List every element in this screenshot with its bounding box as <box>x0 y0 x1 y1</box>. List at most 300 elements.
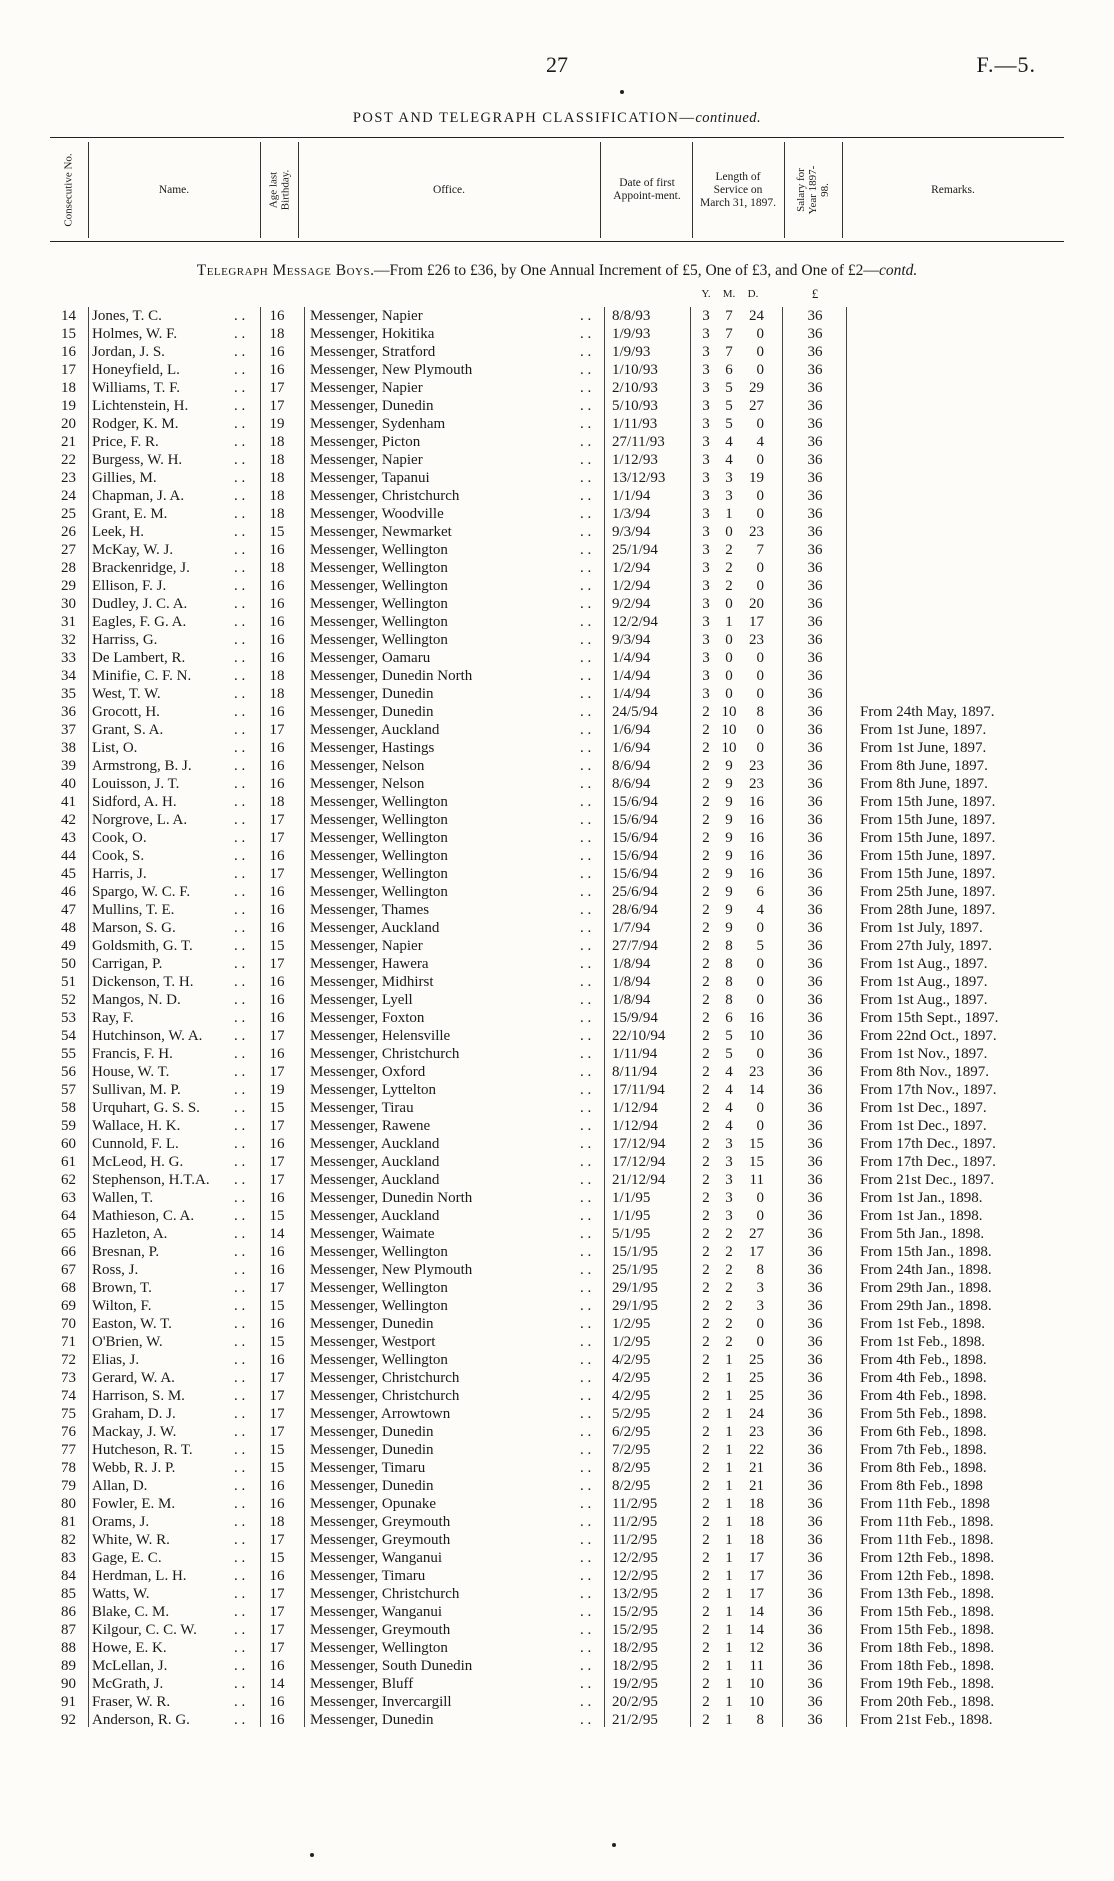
row-years: 2 <box>702 1082 710 1098</box>
row-salary: 36 <box>807 1406 823 1422</box>
row-days: 0 <box>756 974 764 990</box>
row-years: 2 <box>702 1352 710 1368</box>
row-office: Messenger, Timaru <box>310 1460 426 1476</box>
leader-dots: . . <box>580 1460 592 1476</box>
row-number: 65 <box>61 1226 76 1242</box>
leader-dots: . . <box>234 398 246 414</box>
table-row <box>0 721 1114 739</box>
row-days: 25 <box>749 1352 764 1368</box>
row-salary: 36 <box>807 1658 823 1674</box>
leader-dots: . . <box>580 1010 592 1026</box>
row-days: 21 <box>749 1478 764 1494</box>
row-office: Messenger, Greymouth <box>310 1514 451 1530</box>
row-months: 9 <box>725 884 733 900</box>
table-row <box>0 1531 1114 1549</box>
leader-dots: . . <box>580 992 592 1008</box>
row-office: Messenger, Wanganui <box>310 1604 443 1620</box>
row-salary: 36 <box>807 470 823 486</box>
row-office: Messenger, Wellington <box>310 1640 448 1656</box>
row-years: 2 <box>702 1478 710 1494</box>
row-age: 17 <box>269 722 285 738</box>
row-days: 17 <box>749 1550 764 1566</box>
row-salary: 36 <box>807 452 823 468</box>
row-years: 3 <box>702 596 710 612</box>
row-months: 9 <box>725 794 733 810</box>
row-months: 2 <box>725 1262 733 1278</box>
row-office: Messenger, Tirau <box>310 1100 414 1116</box>
row-number: 14 <box>61 308 76 324</box>
row-salary: 36 <box>807 1388 823 1404</box>
row-name: Elias, J. <box>92 1352 140 1368</box>
row-number: 19 <box>61 398 76 414</box>
row-date: 20/2/95 <box>612 1694 658 1710</box>
row-age: 16 <box>269 1712 285 1728</box>
row-remarks: From 1st June, 1897. <box>860 722 987 738</box>
row-name: Goldsmith, G. T. <box>92 938 193 954</box>
row-date: 1/1/94 <box>612 488 651 504</box>
table-row <box>0 883 1114 901</box>
row-age: 15 <box>269 1100 285 1116</box>
row-age: 16 <box>269 542 285 558</box>
row-remarks: From 5th Feb., 1898. <box>860 1406 987 1422</box>
leader-dots: . . <box>234 1694 246 1710</box>
row-days: 0 <box>756 506 764 522</box>
row-months: 1 <box>725 1532 733 1548</box>
leader-dots: . . <box>234 614 246 630</box>
leader-dots: . . <box>234 542 246 558</box>
row-name: Wallace, H. K. <box>92 1118 181 1134</box>
row-age: 17 <box>269 380 285 396</box>
row-office: Messenger, Dunedin <box>310 1712 434 1728</box>
leader-dots: . . <box>234 1640 246 1656</box>
row-months: 4 <box>725 1082 733 1098</box>
row-office: Messenger, Christchurch <box>310 1388 460 1404</box>
row-date: 17/12/94 <box>612 1154 666 1170</box>
leader-dots: . . <box>580 380 592 396</box>
row-number: 37 <box>61 722 76 738</box>
row-name: Gerard, W. A. <box>92 1370 175 1386</box>
row-number: 88 <box>61 1640 76 1656</box>
row-salary: 36 <box>807 1316 823 1332</box>
table-row <box>0 523 1114 541</box>
unit-pound: £ <box>811 286 819 301</box>
row-days: 8 <box>756 704 764 720</box>
leader-dots: . . <box>580 1586 592 1602</box>
row-number: 80 <box>61 1496 76 1512</box>
row-years: 3 <box>702 416 710 432</box>
row-days: 15 <box>749 1154 764 1170</box>
row-date: 8/6/94 <box>612 776 651 792</box>
leader-dots: . . <box>234 1676 246 1692</box>
row-date: 8/2/95 <box>612 1478 651 1494</box>
row-months: 3 <box>725 488 733 504</box>
row-days: 10 <box>749 1676 764 1692</box>
row-remarks: From 15th Jan., 1898. <box>860 1244 992 1260</box>
row-remarks: From 15th June, 1897. <box>860 848 996 864</box>
leader-dots: . . <box>580 1046 592 1062</box>
row-name: McLellan, J. <box>92 1658 168 1674</box>
print-speck <box>310 1853 314 1857</box>
col-header-remarks: Remarks. <box>931 183 975 196</box>
leader-dots: . . <box>580 632 592 648</box>
row-salary: 36 <box>807 830 823 846</box>
row-years: 2 <box>702 1694 710 1710</box>
row-date: 15/6/94 <box>612 794 658 810</box>
row-name: Hazleton, A. <box>92 1226 168 1242</box>
row-years: 3 <box>702 326 710 342</box>
row-date: 1/7/94 <box>612 920 651 936</box>
leader-dots: . . <box>234 1460 246 1476</box>
row-age: 18 <box>269 668 285 684</box>
col-header-salary <box>784 142 842 238</box>
row-salary: 36 <box>807 1082 823 1098</box>
leader-dots: . . <box>580 1604 592 1620</box>
row-name: McLeod, H. G. <box>92 1154 184 1170</box>
row-remarks: From 1st Jan., 1898. <box>860 1208 983 1224</box>
col-header-office: Office. <box>432 183 466 196</box>
leader-dots: . . <box>580 560 592 576</box>
leader-dots: . . <box>580 1118 592 1134</box>
row-name: Fowler, E. M. <box>92 1496 176 1512</box>
table-row <box>0 361 1114 379</box>
row-months: 9 <box>725 776 733 792</box>
leader-dots: . . <box>234 1622 246 1638</box>
leader-dots: . . <box>234 1226 246 1242</box>
row-date: 17/12/94 <box>612 1136 666 1152</box>
row-age: 16 <box>269 740 285 756</box>
table-row <box>0 775 1114 793</box>
row-age: 17 <box>269 1388 285 1404</box>
leader-dots: . . <box>580 758 592 774</box>
row-months: 4 <box>725 434 733 450</box>
row-years: 2 <box>702 1064 710 1080</box>
row-office: Messenger, Dunedin <box>310 1478 434 1494</box>
leader-dots: . . <box>234 920 246 936</box>
row-date: 1/6/94 <box>612 740 651 756</box>
row-days: 0 <box>756 1118 764 1134</box>
row-years: 2 <box>702 776 710 792</box>
row-months: 3 <box>725 470 733 486</box>
row-age: 17 <box>269 1280 285 1296</box>
row-years: 3 <box>702 398 710 414</box>
leader-dots: . . <box>234 992 246 1008</box>
row-age: 16 <box>269 902 285 918</box>
row-salary: 36 <box>807 902 823 918</box>
table-row <box>0 1621 1114 1639</box>
row-remarks: From 24th Jan., 1898. <box>860 1262 992 1278</box>
leader-dots: . . <box>580 326 592 342</box>
leader-dots: . . <box>234 1514 246 1530</box>
row-office: Messenger, Wellington <box>310 596 448 612</box>
row-name: Grant, E. M. <box>92 506 168 522</box>
row-months: 1 <box>725 1406 733 1422</box>
row-salary: 36 <box>807 1298 823 1314</box>
row-name: Fraser, W. R. <box>92 1694 171 1710</box>
row-remarks: From 1st Feb., 1898. <box>860 1334 986 1350</box>
leader-dots: . . <box>580 902 592 918</box>
row-age: 16 <box>269 1478 285 1494</box>
row-days: 18 <box>749 1496 764 1512</box>
row-years: 3 <box>702 470 710 486</box>
row-age: 15 <box>269 1460 285 1476</box>
row-name: Carrigan, P. <box>92 956 163 972</box>
table-row <box>0 1045 1114 1063</box>
row-office: Messenger, Napier <box>310 308 423 324</box>
row-days: 25 <box>749 1370 764 1386</box>
row-days: 0 <box>756 956 764 972</box>
row-age: 16 <box>269 1190 285 1206</box>
leader-dots: . . <box>234 1496 246 1512</box>
table-row <box>0 1351 1114 1369</box>
row-salary: 36 <box>807 1568 823 1584</box>
row-number: 67 <box>61 1262 76 1278</box>
row-name: Anderson, R. G. <box>92 1712 190 1728</box>
leader-dots: . . <box>580 812 592 828</box>
row-office: Messenger, Lyttelton <box>310 1082 437 1098</box>
row-months: 1 <box>725 506 733 522</box>
row-name: Herdman, L. H. <box>92 1568 187 1584</box>
leader-dots: . . <box>234 1172 246 1188</box>
leader-dots: . . <box>234 1532 246 1548</box>
row-years: 3 <box>702 560 710 576</box>
row-salary: 36 <box>807 1280 823 1296</box>
row-days: 25 <box>749 1388 764 1404</box>
row-office: Messenger, Lyell <box>310 992 413 1008</box>
row-office: Messenger, Wanganui <box>310 1550 443 1566</box>
row-age: 16 <box>269 1136 285 1152</box>
leader-dots: . . <box>580 866 592 882</box>
row-name: De Lambert, R. <box>92 650 186 666</box>
row-years: 2 <box>702 1406 710 1422</box>
row-days: 16 <box>749 794 764 810</box>
row-salary: 36 <box>807 1478 823 1494</box>
row-date: 1/10/93 <box>612 362 658 378</box>
table-row <box>0 595 1114 613</box>
leader-dots: . . <box>580 1640 592 1656</box>
row-age: 19 <box>269 1082 285 1098</box>
table-row <box>0 1423 1114 1441</box>
leader-dots: . . <box>580 1244 592 1260</box>
row-months: 1 <box>725 1478 733 1494</box>
row-days: 0 <box>756 1316 764 1332</box>
row-days: 14 <box>749 1604 764 1620</box>
table-row <box>0 937 1114 955</box>
leader-dots: . . <box>234 974 246 990</box>
row-years: 2 <box>702 956 710 972</box>
row-years: 2 <box>702 1154 710 1170</box>
row-months: 5 <box>725 1028 733 1044</box>
leader-dots: . . <box>234 866 246 882</box>
row-age: 14 <box>269 1226 285 1242</box>
row-years: 2 <box>702 1604 710 1620</box>
leader-dots: . . <box>580 524 592 540</box>
table-row <box>0 1387 1114 1405</box>
row-age: 16 <box>269 650 285 666</box>
leader-dots: . . <box>234 758 246 774</box>
row-months: 9 <box>725 812 733 828</box>
row-years: 2 <box>702 1226 710 1242</box>
table-row <box>0 505 1114 523</box>
leader-dots: . . <box>234 1208 246 1224</box>
leader-dots: . . <box>234 776 246 792</box>
row-age: 19 <box>269 416 285 432</box>
row-date: 29/1/95 <box>612 1280 658 1296</box>
table-row <box>0 1333 1114 1351</box>
row-remarks: From 1st Nov., 1897. <box>860 1046 988 1062</box>
row-years: 2 <box>702 1316 710 1332</box>
row-remarks: From 11th Feb., 1898 <box>860 1496 990 1512</box>
row-months: 5 <box>725 380 733 396</box>
row-number: 76 <box>61 1424 76 1440</box>
row-number: 31 <box>61 614 76 630</box>
row-name: Dudley, J. C. A. <box>92 596 188 612</box>
page-title-main: POST AND TELEGRAPH CLASSIFICATION— <box>352 110 696 126</box>
row-months: 1 <box>725 614 733 630</box>
table-row <box>0 451 1114 469</box>
row-age: 17 <box>269 1154 285 1170</box>
row-days: 0 <box>756 1046 764 1062</box>
row-date: 11/2/95 <box>612 1532 658 1548</box>
row-name: McGrath, J. <box>92 1676 164 1692</box>
leader-dots: . . <box>234 1262 246 1278</box>
row-date: 8/2/95 <box>612 1460 651 1476</box>
row-days: 14 <box>749 1622 764 1638</box>
row-number: 40 <box>61 776 76 792</box>
row-months: 1 <box>725 1658 733 1674</box>
row-name: Brackenridge, J. <box>92 560 190 576</box>
row-age: 16 <box>269 992 285 1008</box>
row-name: Mackay, J. W. <box>92 1424 177 1440</box>
leader-dots: . . <box>580 1190 592 1206</box>
row-office: Messenger, Wellington <box>310 1280 448 1296</box>
row-days: 24 <box>749 1406 764 1422</box>
row-years: 3 <box>702 506 710 522</box>
leader-dots: . . <box>234 452 246 468</box>
leader-dots: . . <box>234 686 246 702</box>
leader-dots: . . <box>234 1316 246 1332</box>
row-remarks: From 21st Feb., 1898. <box>860 1712 993 1728</box>
row-age: 17 <box>269 956 285 972</box>
row-age: 16 <box>269 632 285 648</box>
row-date: 5/2/95 <box>612 1406 651 1422</box>
row-years: 3 <box>702 650 710 666</box>
row-date: 28/6/94 <box>612 902 658 918</box>
row-office: Messenger, Oamaru <box>310 650 431 666</box>
leader-dots: . . <box>234 1478 246 1494</box>
row-remarks: From 1st Aug., 1897. <box>860 974 988 990</box>
leader-dots: . . <box>580 1388 592 1404</box>
leader-dots: . . <box>234 650 246 666</box>
row-months: 7 <box>725 326 733 342</box>
row-salary: 36 <box>807 920 823 936</box>
row-age: 16 <box>269 362 285 378</box>
row-name: House, W. T. <box>92 1064 170 1080</box>
page-reference: F.—5. <box>976 52 1036 77</box>
leader-dots: . . <box>580 1226 592 1242</box>
row-years: 2 <box>702 1298 710 1314</box>
row-remarks: From 15th Feb., 1898. <box>860 1604 995 1620</box>
leader-dots: . . <box>234 344 246 360</box>
table-row <box>0 1675 1114 1693</box>
row-months: 10 <box>721 722 737 738</box>
row-years: 2 <box>702 1118 710 1134</box>
row-salary: 36 <box>807 398 823 414</box>
row-name: Lichtenstein, H. <box>92 398 189 414</box>
row-days: 10 <box>749 1028 764 1044</box>
leader-dots: . . <box>580 1280 592 1296</box>
row-salary: 36 <box>807 1604 823 1620</box>
table-row <box>0 1207 1114 1225</box>
row-remarks: From 8th June, 1897. <box>860 758 988 774</box>
print-speck <box>612 1843 616 1847</box>
row-name: Dickenson, T. H. <box>92 974 194 990</box>
row-office: Messenger, Wellington <box>310 884 448 900</box>
row-date: 15/9/94 <box>612 1010 658 1026</box>
row-salary: 36 <box>807 740 823 756</box>
row-age: 18 <box>269 794 285 810</box>
row-date: 1/11/94 <box>612 1046 658 1062</box>
row-date: 15/2/95 <box>612 1622 658 1638</box>
row-date: 1/12/93 <box>612 452 658 468</box>
row-remarks: From 8th June, 1897. <box>860 776 988 792</box>
row-salary: 36 <box>807 866 823 882</box>
leader-dots: . . <box>234 1244 246 1260</box>
row-years: 2 <box>702 920 710 936</box>
row-date: 1/8/94 <box>612 992 651 1008</box>
table-row <box>0 1009 1114 1027</box>
row-name: Sidford, A. H. <box>92 794 177 810</box>
row-salary: 36 <box>807 1208 823 1224</box>
row-days: 0 <box>756 992 764 1008</box>
row-months: 1 <box>725 1442 733 1458</box>
row-years: 2 <box>702 1442 710 1458</box>
table-row <box>0 1711 1114 1729</box>
row-name: Watts, W. <box>92 1586 150 1602</box>
row-office: Messenger, Westport <box>310 1334 436 1350</box>
row-number: 69 <box>61 1298 76 1314</box>
row-salary: 36 <box>807 1622 823 1638</box>
table-row <box>0 1153 1114 1171</box>
row-date: 4/2/95 <box>612 1370 651 1386</box>
row-office: Messenger, Wellington <box>310 848 448 864</box>
row-remarks: From 8th Feb., 1898. <box>860 1460 987 1476</box>
row-days: 27 <box>749 398 764 414</box>
row-months: 9 <box>725 920 733 936</box>
row-years: 2 <box>702 1010 710 1026</box>
row-years: 2 <box>702 938 710 954</box>
row-age: 17 <box>269 1622 285 1638</box>
row-days: 23 <box>749 1424 764 1440</box>
row-salary: 36 <box>807 1514 823 1530</box>
leader-dots: . . <box>580 1442 592 1458</box>
row-days: 16 <box>749 1010 764 1026</box>
row-date: 15/6/94 <box>612 830 658 846</box>
row-remarks: From 6th Feb., 1898. <box>860 1424 987 1440</box>
section-heading-contd: contd. <box>878 262 918 279</box>
row-days: 3 <box>756 1280 764 1296</box>
row-days: 29 <box>749 380 764 396</box>
row-years: 3 <box>702 578 710 594</box>
row-years: 2 <box>702 1460 710 1476</box>
row-number: 39 <box>61 758 76 774</box>
row-office: Messenger, Auckland <box>310 1172 440 1188</box>
row-age: 17 <box>269 1640 285 1656</box>
row-salary: 36 <box>807 992 823 1008</box>
leader-dots: . . <box>234 1388 246 1404</box>
table-row <box>0 1189 1114 1207</box>
row-name: Sullivan, M. P. <box>92 1082 181 1098</box>
row-months: 2 <box>725 1316 733 1332</box>
